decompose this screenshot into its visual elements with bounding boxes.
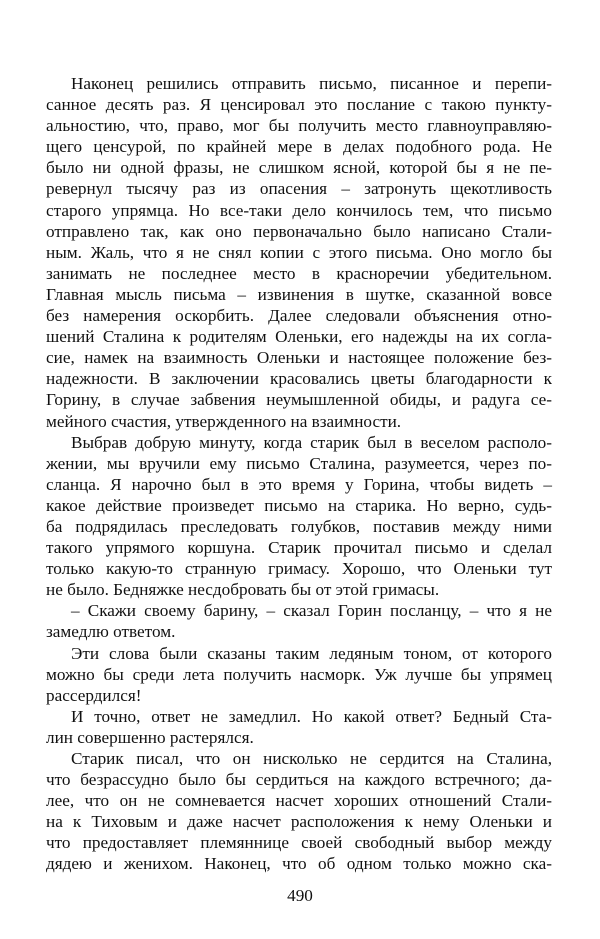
text-line: занимать не последнее место в красноречии убедительном. — [46, 263, 552, 283]
page-body — [46, 73, 552, 875]
text-line: лее, что он не сомневается насчет хороших отношений Стали- — [46, 791, 552, 811]
text-line: на к Тиховым и даже насчет расположения к нему Оленьки и — [46, 812, 552, 832]
text-line: мейного счастия, утвержденного на взаимности. — [46, 411, 402, 431]
text-line: Главная мысль письма – извинения в шутке, сказанной вовсе — [46, 284, 552, 304]
text-line: ба подрядилась преследовать голубков, поставив между ними — [46, 516, 552, 536]
text-line: лин совершенно растерялся. — [46, 727, 254, 747]
text-line: санное десять раз. Я ценсировал это послание с такою пункту- — [46, 95, 552, 115]
text-line: ным. Жаль, что я не снял копии с этого письма. Оно могло бы — [46, 242, 552, 262]
text-line: шений Сталина к родителям Оленьки, его надежды на их согла- — [46, 327, 552, 347]
text-line: замедлю ответом. — [46, 622, 176, 642]
paragraph-2 — [46, 432, 552, 601]
text-line: можно бы среди лета получить насморк. Уж лучше бы упрямец — [46, 664, 552, 684]
text-line: надежности. В заключении красовались цветы благодарности к — [46, 369, 552, 389]
paragraph-1 — [46, 73, 552, 432]
text-line: ревернул тысячу раз из опасения – затронуть щекотливость — [46, 179, 552, 199]
text-line: Старик писал, что он нисколько не сердится на Сталина, — [71, 749, 552, 768]
text-line: старого упрямца. Но все-таки дело кончилось тем, что письмо — [46, 200, 552, 220]
text-line: отправлено так, как оно первоначально было написано Стали- — [46, 221, 552, 241]
text-line: какое действие произведет письмо на старика. Но верно, судь- — [46, 495, 552, 515]
text-line: такого упрямого коршуна. Старик прочитал письмо и сделал — [46, 538, 552, 558]
paragraph-6 — [46, 748, 552, 875]
text-line: сланца. Я нарочно был в это время у Горина, чтобы видеть – — [46, 474, 552, 494]
text-line: было ни одной фразы, не слишком ясной, которой бы я не пе- — [46, 158, 552, 178]
page-number: 490 — [287, 886, 313, 905]
text-line: Эти слова были сказаны таким ледяным тоном, от которого — [71, 643, 552, 663]
text-line: что безрассудно было бы сердиться на каждого встречного; да- — [46, 770, 552, 790]
text-line: сие, намек на взаимность Оленьки и настоящее положение без- — [46, 348, 552, 368]
text-line: Выбрав добрую минуту, когда старик был в веселом располо- — [71, 432, 552, 452]
text-line: что предоставляет племяннице своей свободный выбор между — [46, 833, 552, 853]
text-line: Наконец решились отправить письмо, писанное и перепи- — [71, 74, 552, 93]
paragraph-5 — [46, 706, 552, 748]
text-line: Горину, в случае забвения неумышленной обиды, и радуга се- — [46, 390, 552, 410]
text-line: альностию, что, право, мог бы получить место главноуправляю- — [46, 116, 552, 136]
text-line: щего ценсурой, по крайней мере в делах подобного рода. Не — [46, 137, 552, 157]
text-line: – Скажи своему барину, – сказал Горин посланцу, – что я не — [71, 601, 552, 621]
text-line: не было. Бедняжке несдобровать бы от этой гримасы. — [46, 580, 440, 600]
text-line: только какую-то странную гримасу. Хорошо, что Оленьки тут — [46, 559, 552, 579]
paragraph-3 — [46, 600, 552, 642]
text-line: дядею и женихом. Наконец, что об одном только можно ска- — [46, 854, 552, 874]
text-line: рассердился! — [46, 685, 142, 705]
text-line: жении, мы вручили ему письмо Сталина, разумеется, через по- — [46, 453, 552, 473]
text-line: без намерения оскорбить. Далее следовали объяснения отно- — [46, 306, 552, 326]
text-line: И точно, ответ не замедлил. Но какой ответ? Бедный Ста- — [71, 706, 552, 726]
paragraph-4 — [46, 643, 552, 706]
